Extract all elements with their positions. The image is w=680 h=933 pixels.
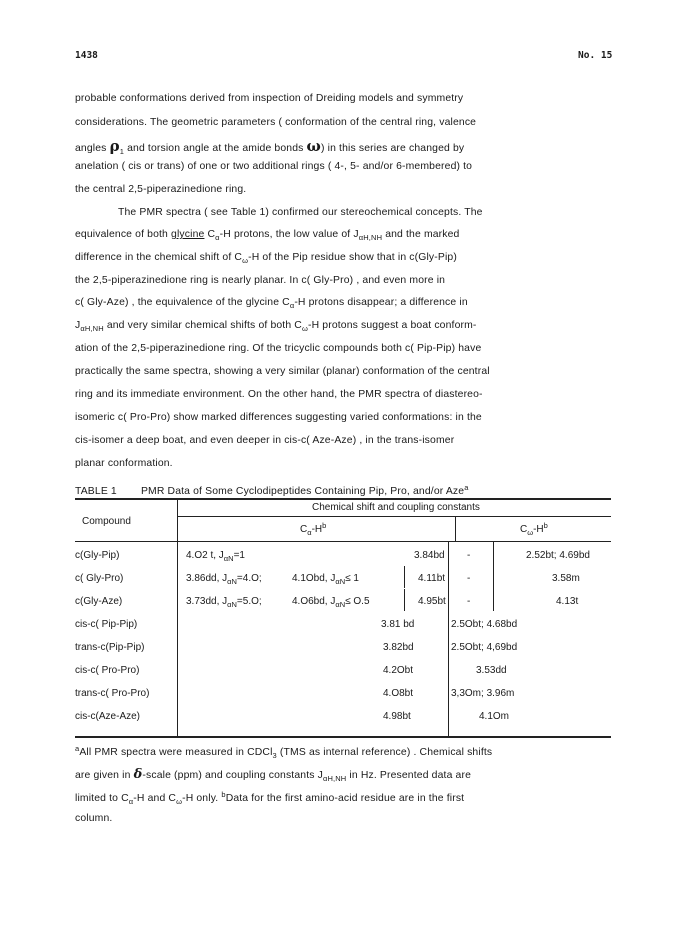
subscript: α bbox=[215, 233, 220, 242]
subscript: ω bbox=[242, 256, 249, 265]
footnote-marker: a bbox=[464, 483, 469, 492]
table-vertical-rule bbox=[493, 541, 494, 611]
table-vertical-rule bbox=[404, 589, 405, 611]
text-fragment: -H protons suggest a boat conform- bbox=[307, 320, 477, 331]
body-line bbox=[75, 320, 477, 333]
footnote-line bbox=[75, 790, 464, 806]
text-fragment: -scale (ppm) and coupling constants J bbox=[142, 770, 323, 781]
table-cell-c-alpha: 3.81 bd bbox=[381, 619, 415, 630]
body-line: ation of the 2,5-piperazinedione ring. Of the tricyclic compounds both c( Pip-Pip) have bbox=[75, 343, 482, 354]
table-cell-compound: cis-c( Pro-Pro) bbox=[75, 665, 140, 676]
text-fragment: glycine bbox=[171, 229, 205, 240]
body-line bbox=[75, 137, 464, 156]
text-fragment: -H only. bbox=[182, 793, 219, 804]
table-cell-detail bbox=[292, 596, 370, 609]
table-bottom-rule bbox=[75, 736, 611, 738]
subscript: αN bbox=[227, 577, 237, 586]
subscript: α bbox=[289, 301, 295, 310]
text-fragment: -H and C bbox=[133, 793, 177, 804]
text-fragment: C bbox=[207, 229, 216, 240]
text-fragment: in Hz. Presented data are bbox=[349, 770, 471, 781]
table-cell-dash: - bbox=[467, 550, 471, 561]
footnote-marker: b bbox=[543, 521, 548, 530]
table-vertical-rule bbox=[404, 566, 405, 588]
text-fragment: C bbox=[520, 524, 528, 535]
text-fragment: 3.86dd, J bbox=[186, 573, 228, 584]
table-cell-compound: trans-c( Pro-Pro) bbox=[75, 688, 150, 699]
footnote-marker: b bbox=[221, 790, 226, 799]
column-header-group: Chemical shift and coupling constants bbox=[312, 502, 480, 513]
table-cell-c-omega: 2.52bt; 4.69bd bbox=[526, 550, 590, 561]
text-fragment: equivalence of both bbox=[75, 229, 168, 240]
text-fragment: ≤ 1 bbox=[345, 573, 359, 584]
subscript: αN bbox=[227, 600, 237, 609]
text-fragment: ) in this series are changed by bbox=[320, 143, 465, 154]
subscript: α bbox=[307, 528, 312, 537]
table-cell-compound: c(Gly-Aze) bbox=[75, 596, 123, 607]
subscript: ω bbox=[527, 528, 534, 537]
text-fragment: -H protons disappear; a difference in bbox=[294, 297, 468, 308]
text-fragment: -H bbox=[311, 524, 323, 535]
body-line: probable conformations derived from inspection of Dreiding models and symmetry bbox=[75, 93, 464, 104]
footnote-line bbox=[75, 744, 492, 760]
footnote-marker: a bbox=[75, 744, 80, 753]
text-fragment: 3.73dd, J bbox=[186, 596, 228, 607]
body-line: the central 2,5-piperazinedione ring. bbox=[75, 184, 247, 195]
text-fragment: and very similar chemical shifts of both C bbox=[106, 320, 302, 331]
rho-symbol: ρ bbox=[109, 137, 120, 155]
text-fragment: (TMS as internal reference) . Chemical shifts bbox=[279, 747, 493, 758]
column-header-compound: Compound bbox=[82, 516, 131, 527]
subscript: α bbox=[128, 797, 134, 806]
subscript: 1 bbox=[119, 147, 125, 156]
table-cell-c-omega: 4.13t bbox=[556, 596, 579, 607]
table-group-rule bbox=[178, 516, 611, 517]
table-cell-detail bbox=[186, 550, 245, 563]
text-fragment: -H bbox=[533, 524, 544, 535]
table-cell-c-omega: 3.53dd bbox=[476, 665, 507, 676]
text-fragment: are given in bbox=[75, 770, 131, 781]
body-line: ring and its immediate environment. On the other hand, the PMR spectra of diastereo- bbox=[75, 389, 483, 400]
body-line: the 2,5-piperazinedione ring is nearly planar. In c( Gly-Pro) , and even more in bbox=[75, 275, 446, 286]
body-line bbox=[75, 229, 460, 242]
table-cell-dash: - bbox=[467, 596, 471, 607]
table-cell-detail bbox=[186, 573, 262, 586]
text-fragment: =1 bbox=[233, 550, 245, 561]
body-line: anelation ( cis or trans) of one or two additional rings ( 4-, 5- and/or 6-membered) to bbox=[75, 161, 473, 172]
column-header-c-alpha bbox=[300, 521, 326, 537]
subscript: αH,NH bbox=[322, 774, 347, 783]
body-line: practically the same spectra, showing a very similar (planar) conformation of the central bbox=[75, 366, 490, 377]
subscript: αH,NH bbox=[358, 233, 383, 242]
text-fragment: =4.O; bbox=[236, 573, 262, 584]
table-cell-c-omega: 2.5Obt; 4,69bd bbox=[451, 642, 518, 653]
table-cell-compound: cis-c( Pip-Pip) bbox=[75, 619, 138, 630]
text-fragment: 4.O2 t, J bbox=[186, 550, 224, 561]
table-cell-c-alpha: 3.82bd bbox=[383, 642, 414, 653]
table-cell-c-alpha: 4.95bt bbox=[418, 596, 446, 607]
text-fragment: limited to C bbox=[75, 793, 129, 804]
table-label: TABLE 1 bbox=[75, 486, 117, 497]
subscript: αH,NH bbox=[80, 324, 104, 333]
table-cell-compound: c(Gly-Pip) bbox=[75, 550, 120, 561]
text-fragment: C bbox=[300, 524, 308, 535]
text-fragment: -H protons, the low value of J bbox=[219, 229, 359, 240]
text-fragment: ≤ O.5 bbox=[345, 596, 370, 607]
column-header-c-omega bbox=[520, 521, 548, 537]
table-cell-c-alpha: 4.98bt bbox=[383, 711, 411, 722]
text-fragment: =5.O; bbox=[236, 596, 262, 607]
table-cell-c-alpha: 3.84bd bbox=[414, 550, 445, 561]
table-top-rule bbox=[75, 498, 611, 500]
body-line bbox=[75, 297, 468, 310]
table-vertical-rule bbox=[448, 541, 449, 611]
body-line: considerations. The geometric parameters ( conformation of the central ring, valence bbox=[75, 117, 477, 128]
footnote-line: column. bbox=[75, 813, 113, 824]
table-cell-detail bbox=[292, 573, 359, 586]
text-fragment: J bbox=[75, 320, 81, 331]
table-cell-c-omega: 3,3Om; 3.96m bbox=[451, 688, 515, 699]
page-number: 1438 bbox=[75, 50, 98, 61]
table-vertical-rule bbox=[448, 611, 449, 736]
subscript: αN bbox=[223, 554, 234, 563]
body-line: isomeric c( Pro-Pro) show marked differences suggesting varied conformations: in the bbox=[75, 412, 482, 423]
text-fragment: Data for the first amino-acid residue are in the first bbox=[225, 793, 465, 804]
table-vertical-rule bbox=[455, 517, 456, 541]
issue-number: No. 15 bbox=[578, 50, 613, 61]
text-fragment: c( Gly-Aze) , the equivalence of the glycine C bbox=[75, 297, 290, 308]
table-cell-c-omega: 2.5Obt; 4.68bd bbox=[451, 619, 518, 630]
subscript: αN bbox=[335, 600, 346, 609]
table-header-rule bbox=[75, 541, 611, 542]
subscript: 3 bbox=[272, 751, 277, 760]
text-fragment: -H of the Pip residue show that in c(Gly-Pip) bbox=[248, 252, 457, 263]
text-fragment: and the marked bbox=[385, 229, 460, 240]
footnote-marker: b bbox=[322, 521, 327, 530]
table-cell-c-alpha: 4.O8bt bbox=[383, 688, 414, 699]
table-cell-compound: trans-c(Pip-Pip) bbox=[75, 642, 145, 653]
body-line: cis-isomer a deep boat, and even deeper in cis-c( Aze-Aze) , in the trans-isomer bbox=[75, 435, 455, 446]
delta-symbol: δ bbox=[133, 767, 143, 782]
text-fragment: and torsion angle at the amide bonds bbox=[127, 143, 304, 154]
table-caption bbox=[75, 483, 469, 497]
text-fragment: 4.1Obd, J bbox=[292, 573, 336, 584]
body-line bbox=[75, 252, 457, 265]
table-cell-c-omega: 3.58m bbox=[552, 573, 580, 584]
table-cell-c-alpha: 4.11bt bbox=[418, 573, 446, 584]
subscript: αN bbox=[335, 577, 346, 586]
table-cell-detail bbox=[186, 596, 262, 609]
body-line: planar conformation. bbox=[75, 458, 173, 469]
text-fragment: angles bbox=[75, 143, 107, 154]
footnote-line bbox=[75, 767, 471, 783]
body-line: The PMR spectra ( see Table 1) confirmed our stereochemical concepts. The bbox=[118, 207, 483, 218]
table-vertical-rule bbox=[177, 499, 178, 736]
text-fragment: difference in the chemical shift of C bbox=[75, 252, 243, 263]
text-fragment: 4.O6bd, J bbox=[292, 596, 336, 607]
table-cell-c-omega: 4.1Om bbox=[479, 711, 510, 722]
table-title: PMR Data of Some Cyclodipeptides Containing Pip, Pro, and/or Aze bbox=[140, 486, 465, 497]
table-cell-c-alpha: 4.2Obt bbox=[383, 665, 414, 676]
table-cell-dash: - bbox=[467, 573, 471, 584]
omega-symbol: ω bbox=[306, 137, 321, 155]
subscript: ω bbox=[301, 324, 308, 333]
table-cell-compound: c( Gly-Pro) bbox=[75, 573, 124, 584]
subscript: ω bbox=[176, 797, 183, 806]
table-cell-compound: cis-c(Aze-Aze) bbox=[75, 711, 141, 722]
text-fragment: All PMR spectra were measured in CDCl bbox=[79, 747, 273, 758]
